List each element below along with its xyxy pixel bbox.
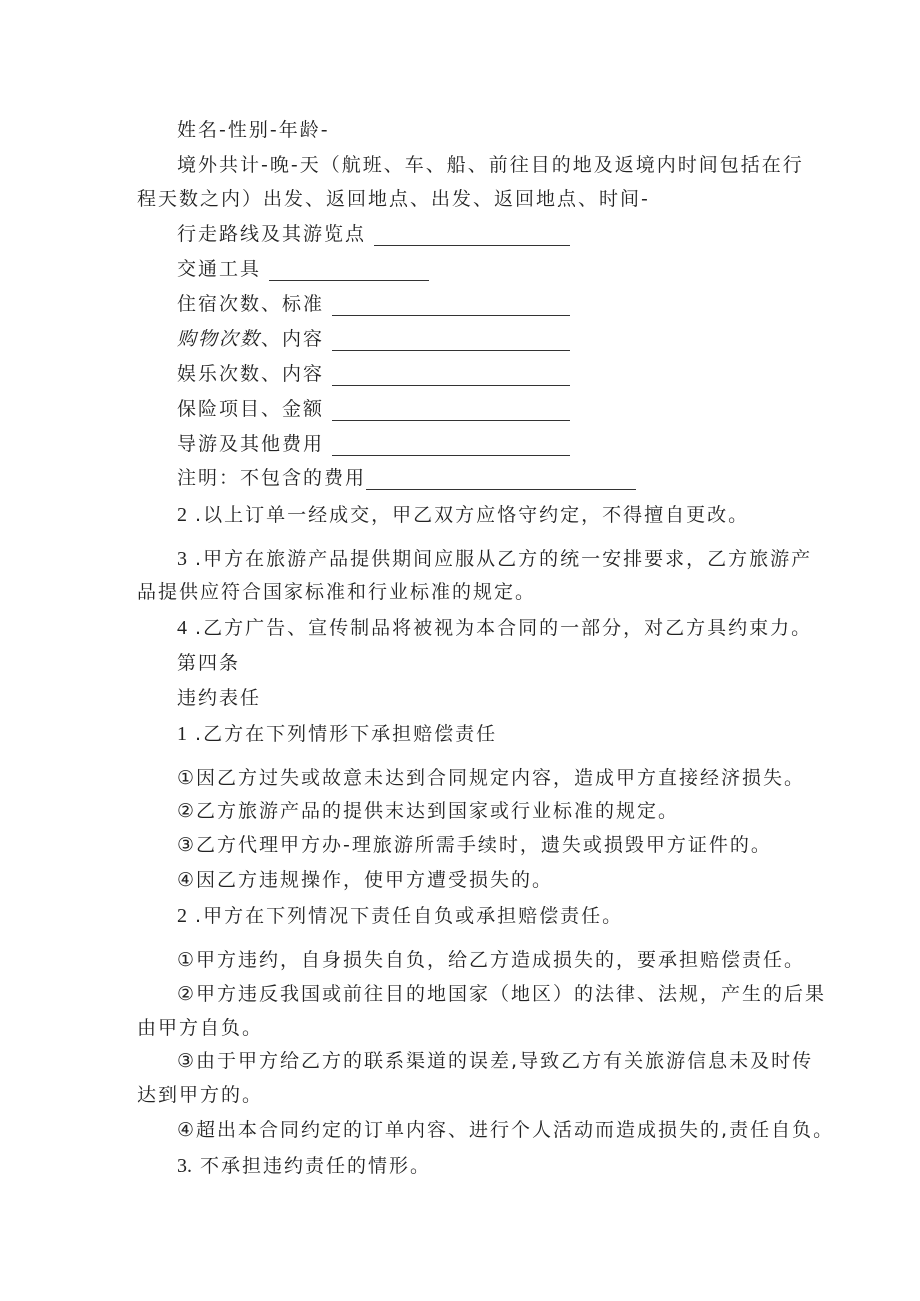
breach-2-number: 2 bbox=[177, 905, 187, 927]
breach-2-item-3-line-1: ③由于甲方给乙方的联系渠道的误差,导致乙方有关旅游信息未及时传 bbox=[177, 1050, 814, 1072]
breach-2-item-4: ④超出本合同约定的订单内容、进行个人活动而造成损失的,责任自负。 bbox=[177, 1119, 835, 1141]
shopping-label-suffix: 、内容 bbox=[261, 328, 325, 350]
breach-3-number: 3. bbox=[177, 1155, 192, 1177]
breach-2-item-2-line-2: 由甲方自负。 bbox=[137, 1017, 264, 1039]
clause-3-line-1 bbox=[177, 547, 812, 571]
entertainment-blank bbox=[332, 365, 570, 386]
breach-3-text: 不承担违约责任的情形。 bbox=[200, 1155, 432, 1177]
shopping-blank bbox=[332, 330, 570, 351]
transport-field bbox=[177, 257, 429, 281]
entertainment-label: 娱乐次数、内容 bbox=[177, 363, 325, 385]
breach-title: 违约表任 bbox=[177, 687, 262, 709]
breach-1-item: ④因乙方违规操作，使甲方遭受损失的。 bbox=[177, 869, 554, 891]
transport-blank bbox=[269, 260, 429, 281]
clause-3-line-2: 品提供应符合国家标准和行业标准的规定。 bbox=[137, 581, 537, 603]
breach-2-item-2-line-1: ②甲方违反我国或前往目的地国家（地区）的法律、法规，产生的后果 bbox=[177, 983, 827, 1005]
clause-4-number: 4 bbox=[177, 617, 187, 639]
insurance-blank bbox=[332, 400, 570, 421]
breach-2-heading bbox=[177, 904, 623, 928]
shopping-field bbox=[177, 327, 570, 351]
breach-1-heading bbox=[177, 722, 497, 746]
abroad-duration-line-2: 程天数之内）出发、返回地点、出发、返回地点、时间- bbox=[137, 188, 650, 210]
name-gender-age-line: 姓名-性别-年龄- bbox=[177, 119, 330, 141]
article-4-heading: 第四条 bbox=[177, 652, 241, 674]
clause-4 bbox=[177, 616, 812, 640]
breach-1-number: 1 bbox=[177, 723, 187, 745]
breach-1-item: ②乙方旅游产品的提供末达到国家或行业标准的规定。 bbox=[177, 800, 680, 822]
route-blank bbox=[374, 225, 570, 246]
insurance-field bbox=[177, 397, 570, 421]
lodging-field bbox=[177, 292, 570, 316]
lodging-label: 住宿次数、标准 bbox=[177, 293, 325, 315]
breach-1-text: .乙方在下列情形下承担赔偿责任 bbox=[195, 723, 498, 745]
entertainment-field bbox=[177, 362, 570, 386]
clause-2-number: 2 bbox=[177, 504, 187, 526]
excluded-fee-label: 注明：不包含的费用 bbox=[177, 467, 367, 489]
clause-2-text: .以上订单一经成交，甲乙双方应恪守约定，不得擅自更改。 bbox=[195, 504, 750, 526]
abroad-duration-line-1: 境外共计-晚-天（航班、车、船、前往目的地及返境内时间包括在行 bbox=[177, 154, 804, 176]
insurance-label: 保险项目、金额 bbox=[177, 398, 325, 420]
excluded-fee-blank bbox=[366, 469, 636, 490]
shopping-label: 购物次数 bbox=[177, 328, 262, 350]
clause-2 bbox=[177, 503, 749, 527]
breach-2-item-1: ①甲方违约，自身损失自负，给乙方造成损失的，要承担赔偿责任。 bbox=[177, 949, 806, 971]
route-field bbox=[177, 222, 570, 246]
guide-fee-field bbox=[177, 432, 570, 456]
breach-2-item-3-line-2: 达到甲方的。 bbox=[137, 1084, 264, 1106]
guide-fee-blank bbox=[332, 435, 570, 456]
clause-3-number: 3 bbox=[177, 548, 187, 570]
excluded-fee-field bbox=[177, 466, 636, 490]
breach-1-item: ①因乙方过失或故意未达到合同规定内容，造成甲方直接经济损失。 bbox=[177, 767, 806, 789]
lodging-blank bbox=[332, 295, 570, 316]
breach-1-item: ③乙方代理甲方办-理旅游所需手续时，遗失或损毁甲方证件的。 bbox=[177, 834, 772, 856]
clause-3-text-1: .甲方在旅游产品提供期间应服从乙方的统一安排要求，乙方旅游产 bbox=[195, 548, 813, 570]
clause-4-text: .乙方广告、宣传制品将被视为本合同的一部分，对乙方具约束力。 bbox=[195, 617, 813, 639]
breach-3-heading bbox=[177, 1154, 431, 1178]
route-label: 行走路线及其游览点 bbox=[177, 223, 367, 245]
transport-label: 交通工具 bbox=[177, 258, 262, 280]
breach-2-text: .甲方在下列情况下责任自负或承担赔偿责任。 bbox=[195, 905, 624, 927]
guide-fee-label: 导游及其他费用 bbox=[177, 433, 325, 455]
